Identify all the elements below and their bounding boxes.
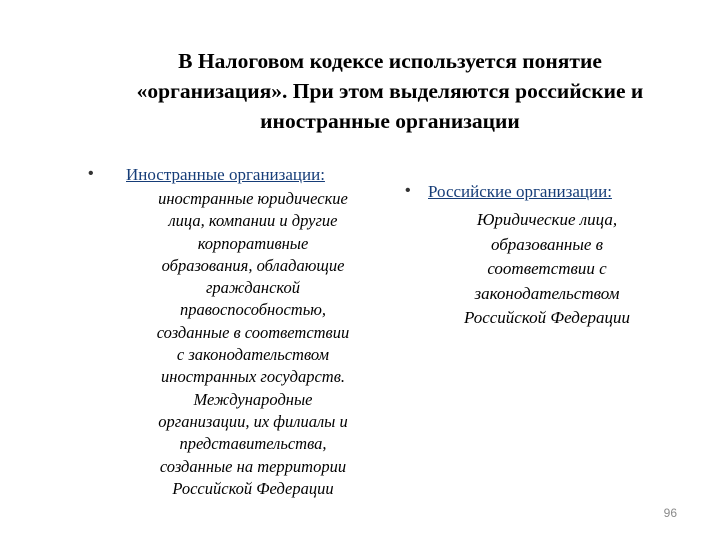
definition-line: с законодательством: [176, 345, 330, 365]
definition-line: Юридические лица,: [476, 210, 618, 229]
definition-line: созданные в соответствии: [156, 322, 350, 342]
definition-line: иностранные юридические: [158, 189, 348, 208]
definition-line: корпоративные: [197, 233, 309, 253]
definition-line: организации, их филиалы и: [158, 411, 348, 431]
title-line: В Налоговом кодексе используется понятие: [178, 49, 602, 73]
definition-line: соответствии с: [487, 259, 607, 278]
title-line: иностранные организации: [260, 109, 520, 133]
definition-line: созданные на территории: [159, 456, 347, 476]
russian-organizations-heading: Российские организации:: [428, 182, 612, 201]
definition-line: Российской Федерации: [172, 478, 334, 498]
bullet-icon: •: [405, 182, 411, 199]
bullet-icon: •: [88, 165, 94, 182]
definition-line: гражданской: [206, 278, 300, 298]
definition-line: образованные в: [490, 234, 604, 254]
russian-organizations-definition: [432, 208, 662, 331]
slide-title: [80, 46, 700, 136]
foreign-organizations-heading: Иностранные организации:: [126, 165, 325, 184]
definition-line: Международные: [193, 389, 313, 409]
page-number: 96: [663, 506, 677, 520]
definition-line: Российской Федерации: [463, 308, 631, 327]
foreign-organizations-definition: [122, 188, 384, 500]
title-line: «организация». При этом выделяются российские и: [136, 79, 644, 103]
definition-line: лица, компании и другие: [168, 211, 338, 231]
definition-line: правоспособностью,: [180, 300, 326, 320]
definition-line: иностранных государств.: [161, 367, 345, 387]
definition-line: образования, обладающие: [161, 255, 345, 275]
definition-line: представительства,: [179, 434, 327, 454]
definition-line: законодательством: [474, 283, 620, 303]
